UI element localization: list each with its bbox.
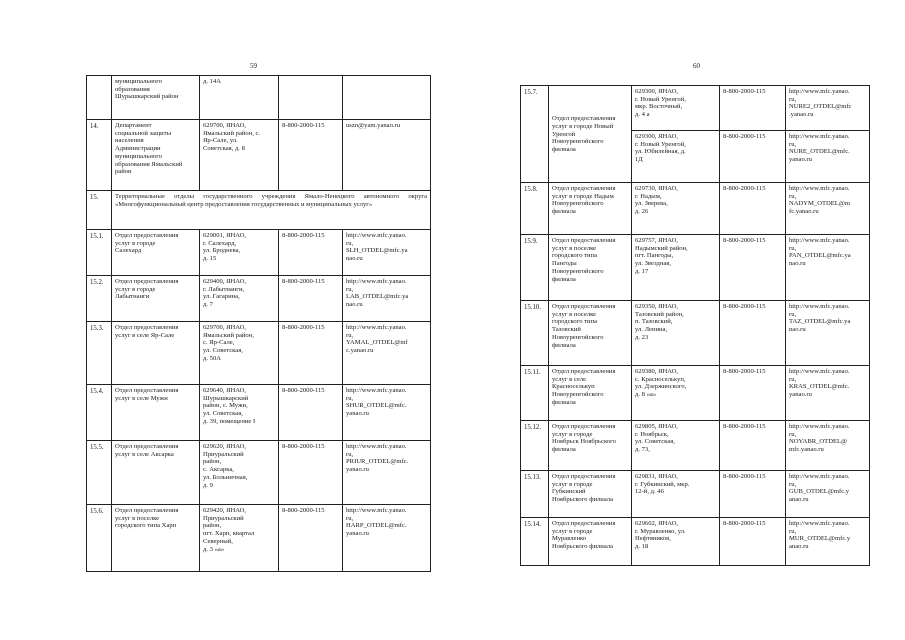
phone: 8-800-2000-115	[720, 518, 786, 566]
row-number: 15.8.	[521, 183, 549, 235]
contact-url: http://www.mfc.yanao. ru, LAB_OTDEL@mfc.ya nao.ru	[343, 276, 431, 322]
address: 629700, ЯНАО, Ямальский район, с. Яр-Сале, ул. Советская, д. 8	[200, 120, 279, 191]
table-row	[521, 86, 870, 131]
email: uszn@yam.yanao.ru	[343, 120, 431, 191]
row-number: 15.7.	[521, 86, 549, 183]
organization-name: Отдел предоставления услуг в поселке городского типа Пангоды Новоуренгойского филиала	[549, 235, 632, 301]
phone: 8-800-2000-115	[279, 441, 343, 505]
organization-name: Отдел предоставления услуг в селе Аксарка	[112, 441, 200, 505]
organization-name: Отдел предоставления услуг в селе Яр-Сале	[112, 322, 200, 385]
email	[343, 76, 431, 120]
row-number: 15.4.	[87, 385, 112, 441]
organization-name: Отдел предоставления услуг в поселке городского типа Харп	[112, 505, 200, 572]
organization-name: Отдел предоставления услуг в селе Мужи	[112, 385, 200, 441]
page-number: 60	[693, 62, 700, 70]
address: 629805, ЯНАО, г. Ноябрьск, ул. Советская, д. 73,	[632, 421, 720, 471]
organization-name: Отдел предоставления услуг в городе Губкинский Ноябрьского филиала	[549, 471, 632, 518]
row-number: 15.10.	[521, 301, 549, 366]
address: 629001, ЯНАО, г. Салехард, ул. Броднева, д. 15	[200, 230, 279, 276]
table-row	[521, 421, 870, 471]
contact-url: http://www.mfc.yanao. ru, SLH_OTDEL@mfc.ya nao.ru	[343, 230, 431, 276]
address: 629400, ЯНАО, г. Лабытнанги, ул. Гагарина, д. 7	[200, 276, 279, 322]
row-number: 15.9.	[521, 235, 549, 301]
phone: 8-800-2000-115	[279, 385, 343, 441]
phone: 8-800-2000-115	[279, 505, 343, 572]
contact-url: http://www.mfc.yanao. ru, HARP_OTDEL@mfc. yanao.ru	[343, 505, 431, 572]
address: 629640, ЯНАО, Шурышкарский район, с. Мужи, ул. Советская, д. 39, помещение I	[200, 385, 279, 441]
address: 629350, ЯНАО, Тазовский район, п. Тазовский, ул. Ленина, д. 23	[632, 301, 720, 366]
phone: 8-800-2000-115	[279, 230, 343, 276]
section-heading: Территориальные отделы государственного учреждения Ямало-Ненецкого автономного округа «Многофункциональный центр предоставления государственных и муниципальных услуг»	[112, 191, 431, 230]
contact-url: http://www.mfc.yanao. ru, KRAS_OTDEL@mfc. yanao.ru	[786, 366, 870, 421]
table-row	[87, 505, 431, 572]
phone: 8-800-2000-115	[720, 183, 786, 235]
row-number: 15.1.	[87, 230, 112, 276]
phone: 8-800-2000-115	[720, 421, 786, 471]
organization-name: Отдел предоставления услуг в городе Лабытнанги	[112, 276, 200, 322]
phone: 8-800-2000-115	[720, 366, 786, 421]
table-row	[87, 76, 431, 120]
organization-name: Отдел предоставления услуг в городе Муравленко Ноябрьского филиала	[549, 518, 632, 566]
table-row	[521, 366, 870, 421]
row-number: 15.6.	[87, 505, 112, 572]
row-number: 15.13.	[521, 471, 549, 518]
contact-url: http://www.mfc.yanao. ru, NURE_OTDEL@mfc. yanao.ru	[786, 131, 870, 183]
table-row	[87, 230, 431, 276]
organization-name: Отдел предоставления услуг в городе Надым Новоуренгойского филиала	[549, 183, 632, 235]
organization-name: Отдел предоставления услуг в селе Красноселькуп Новоуренгойского филиала	[549, 366, 632, 421]
phone: 8-800-2000-115	[720, 86, 786, 131]
address: 629300, ЯНАО, г. Новый Уренгой, ул. Юбилейная, д. 1Д	[632, 131, 720, 183]
table-row	[87, 120, 431, 191]
row-number: 15.2.	[87, 276, 112, 322]
row-number: 15.3.	[87, 322, 112, 385]
row-number: 15.	[87, 191, 112, 230]
contact-url: http://www.mfc.yanao. ru, PAN_OTDEL@mfc.ya nao.ru	[786, 235, 870, 301]
table-row	[87, 385, 431, 441]
address: 629420, ЯНАО, Приуральский район, пгт. Харп, квартал Северный, д. 3 «а»	[200, 505, 279, 572]
address: 629757, ЯНАО, Надымский район, пгт. Пангоды, ул. Звездная, д. 17	[632, 235, 720, 301]
table-row	[521, 471, 870, 518]
contact-url: http://www.mfc.yanao. ru, SHUR_OTDEL@mfc. yanao.ru	[343, 385, 431, 441]
row-number: 15.11.	[521, 366, 549, 421]
organization-name: Департамент социальной защиты населения Администрации муниципального образования Ямальский район	[112, 120, 200, 191]
table-row	[87, 276, 431, 322]
page-number: 59	[250, 62, 257, 70]
contact-url: http://www.mfc.yanao. ru, PRIUR_OTDEL@mfc. yanao.ru	[343, 441, 431, 505]
organization-name: Отдел предоставления услуг в городе Ноябрьск Ноябрьского филиала	[549, 421, 632, 471]
table-row	[87, 441, 431, 505]
table-row	[87, 191, 431, 230]
contact-url: http://www.mfc.yanao. ru, NOYABR_OTDEL@ mfc.yanao.ru	[786, 421, 870, 471]
address: 629602, ЯНАО, г. Муравленко, ул. Нефтяников, д. 18	[632, 518, 720, 566]
phone: 8-800-2000-115	[279, 322, 343, 385]
address: 629380, ЯНАО, с. Красноселькуп, ул. Дзержинского, д. 8 «а»	[632, 366, 720, 421]
table-row	[521, 301, 870, 366]
address: д. 14А	[200, 76, 279, 120]
address: 629620, ЯНАО, Приуральский район, с. Аксарка, ул. Больничная, д. 9	[200, 441, 279, 505]
address: 629300, ЯНАО, г. Новый Уренгой, мкр. Восточный, д. 4 а	[632, 86, 720, 131]
address: 629831, ЯНАО, г. Губкинский, мкр. 12-й, д. 46	[632, 471, 720, 518]
organization-name: Отдел предоставления услуг в городе Новый Уренгой Новоуренгойского филиала	[549, 86, 632, 183]
table-row	[87, 322, 431, 385]
contact-url: http://www.mfc.yanao. ru, YAMAL_OTDEL@mf c.yanao.ru	[343, 322, 431, 385]
row-number: 15.14.	[521, 518, 549, 566]
contact-url: http://www.mfc.yanao. ru, TAZ_OTDEL@mfc.ya nao.ru	[786, 301, 870, 366]
phone: 8-800-2000-115	[720, 301, 786, 366]
phone: 8-800-2000-115	[720, 235, 786, 301]
contact-url: http://www.mfc.yanao. ru, NADYM_OTDEL@m fc.yanao.ru	[786, 183, 870, 235]
address: 629730, ЯНАО, г. Надым, ул. Зверева, д. 26	[632, 183, 720, 235]
row-number: 15.5.	[87, 441, 112, 505]
organization-name: муниципального образования Шурышкарский район	[112, 76, 200, 120]
organization-name: Отдел предоставления услуг в поселке городского типа Тазовский Новоуренгойского филиала	[549, 301, 632, 366]
phone: 8-800-2000-115	[279, 120, 343, 191]
left-page-table	[86, 75, 431, 572]
row-number: 15.12.	[521, 421, 549, 471]
organization-name: Отдел предоставления услуг в городе Салехард	[112, 230, 200, 276]
table-row	[521, 235, 870, 301]
contact-url: http://www.mfc.yanao. ru, GUB_OTDEL@mfc.y anao.ru	[786, 471, 870, 518]
table-row	[521, 183, 870, 235]
phone: 8-800-2000-115	[279, 276, 343, 322]
phone: 8-800-2000-115	[720, 131, 786, 183]
contact-url: http://www.mfc.yanao. ru, MUR_OTDEL@mfc.y anao.ru	[786, 518, 870, 566]
address: 629700, ЯНАО, Ямальский район, с. Яр-Сале, ул. Советская, д. 50А	[200, 322, 279, 385]
table-row	[521, 518, 870, 566]
contact-url: http://www.mfc.yanao. ru, NURE2_OTDEL@mfc .yanao.ru	[786, 86, 870, 131]
phone	[279, 76, 343, 120]
row-number	[87, 76, 112, 120]
right-page-table	[520, 85, 870, 566]
phone: 8-800-2000-115	[720, 471, 786, 518]
row-number: 14.	[87, 120, 112, 191]
